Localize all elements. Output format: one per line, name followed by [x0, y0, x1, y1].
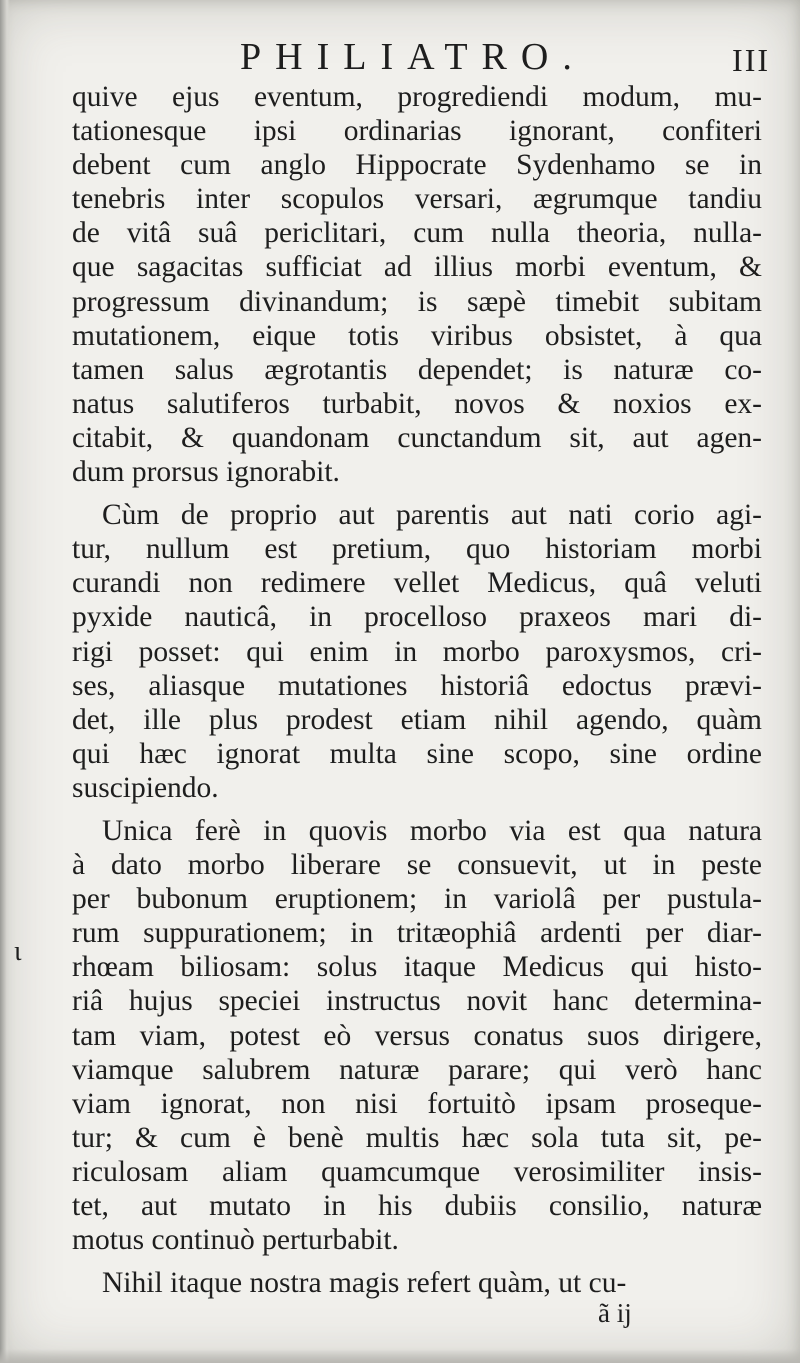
text-line: tet, aut mutato in his dubiis consilio, naturæ [72, 1190, 762, 1222]
text-line: motus continuò perturbabit. [72, 1224, 399, 1257]
page-gutter-shadow [0, 0, 10, 1363]
text-line: citabit, & quandonam cunctandum sit, aut agen- [72, 421, 762, 454]
text-line: natus salutiferos turbabit, novos & noxios ex- [72, 387, 762, 420]
text-line: tur, nullum est pretium, quo historiam morbi [72, 533, 762, 566]
running-head: PHILIATRO. [240, 36, 586, 78]
text-line: rigi posset: qui enim in morbo paroxysmos, cri- [72, 635, 762, 668]
text-line: tenebris inter scopulos versari, ægrumque tandiu [72, 183, 762, 216]
page-number: III [732, 42, 770, 78]
text-line: Unica ferè in quovis morbo via est qua natura [102, 814, 762, 847]
text-line: viam ignorat, non nisi fortuitò ipsam proseque- [72, 1087, 762, 1120]
paragraph-gap [72, 489, 762, 498]
text-line: curandi non redimere vellet Medicus, quâ veluti [72, 567, 762, 600]
text-line: debent cum anglo Hippocrate Sydenhamo se in [72, 149, 762, 182]
page-bottom-edge [0, 1349, 800, 1363]
text-line: Cùm de proprio aut parentis aut nati corio agi- [102, 499, 762, 532]
text-line: de vitâ suâ periclitari, cum nulla theoria, nulla- [72, 217, 762, 250]
paragraph [72, 498, 762, 805]
signature-mark: ã ij [598, 1298, 632, 1328]
text-line: det, ille plus prodest etiam nihil agendo, quàm [72, 703, 762, 736]
paragraph-gap [72, 1257, 762, 1266]
text-line: dum prorsus ignorabit. [72, 456, 340, 489]
paragraph-gap [72, 805, 762, 814]
text-line: mutationem, eique totis viribus obsistet, à qua [72, 319, 762, 352]
text-line: suscipiendo. [72, 771, 219, 804]
text-line: riculosam aliam quamcumque verosimiliter insis- [72, 1155, 762, 1188]
text-line: pyxide nauticâ, in procelloso praxeos mari di- [72, 601, 762, 634]
text-line: tam viam, potest eò versus conatus suos dirigere, [72, 1019, 762, 1052]
paragraph [72, 80, 762, 489]
text-line: progressum divinandum; is sæpè timebit subitam [72, 285, 762, 318]
text-line: tur; & cum è benè multis hæc sola tuta sit, pe- [72, 1121, 762, 1154]
body-text [72, 80, 762, 1300]
text-line: per bubonum eruptionem; in variolâ per pustula- [72, 883, 762, 916]
text-line: ses, aliasque mutationes historiâ edoctus prævi- [72, 669, 762, 702]
text-line: viamque salubrem naturæ parare; qui verò hanc [72, 1053, 762, 1086]
text-line: à dato morbo liberare se consuevit, ut in peste [72, 849, 762, 882]
text-line: tationesque ipsi ordinarias ignorant, confiteri [72, 115, 762, 148]
paragraph [72, 1266, 762, 1300]
text-line: quive ejus eventum, progrediendi modum, mu- [72, 81, 762, 113]
text-line: rhœam biliosam: solus itaque Medicus qui histo- [72, 951, 762, 984]
paragraph [72, 814, 762, 1257]
text-line: riâ hujus speciei instructus novit hanc determina- [72, 985, 762, 1018]
text-line: Nihil itaque nostra magis refert quàm, ut cu- [102, 1267, 627, 1300]
margin-mark: ɩ [14, 936, 22, 967]
text-line: que sagacitas sufficiat ad illius morbi eventum, & [72, 251, 762, 284]
text-line: qui hæc ignorat multa sine scopo, sine ordine [72, 737, 762, 770]
text-line: rum suppurationem; in tritæophiâ ardenti per diar- [72, 917, 762, 950]
text-line: tamen salus ægrotantis dependet; is naturæ co- [72, 353, 762, 386]
